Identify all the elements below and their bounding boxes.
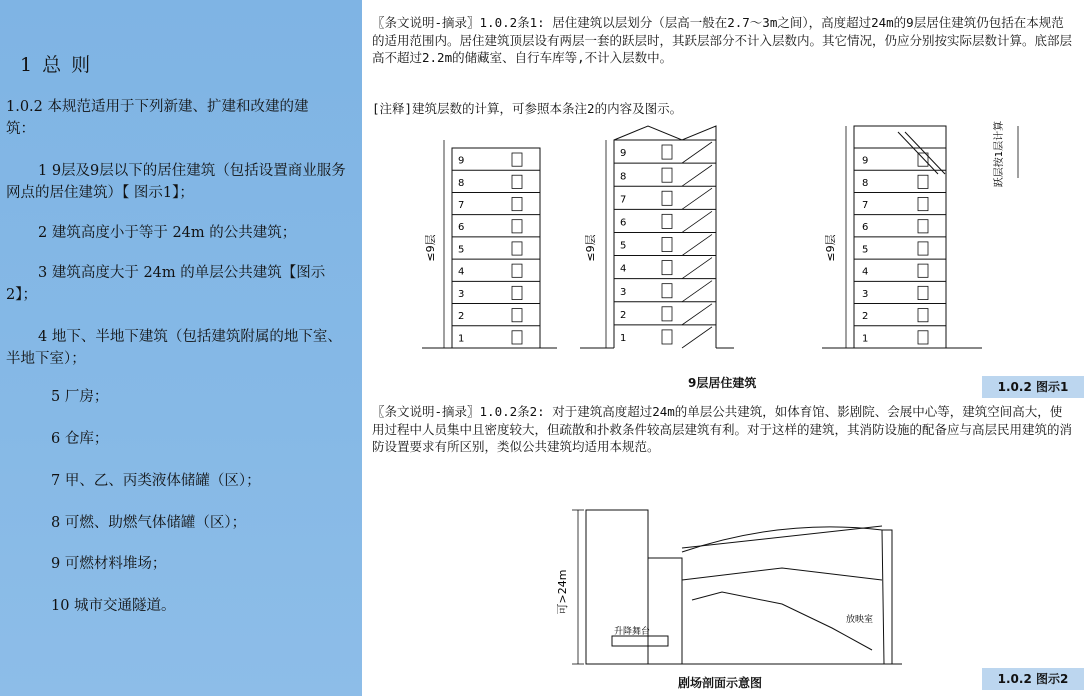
window bbox=[918, 197, 928, 210]
stair-line bbox=[682, 327, 712, 348]
floor-number: 2 bbox=[458, 311, 465, 323]
stair-line bbox=[682, 258, 712, 279]
window bbox=[662, 330, 672, 344]
note-text: [注释]建筑层数的计算，可参照本条注2的内容及图示。 bbox=[372, 101, 683, 116]
figure-1-caption: 9层居住建筑 bbox=[688, 376, 757, 390]
stair-line bbox=[682, 234, 712, 255]
figure-1-drawing bbox=[362, 118, 1092, 370]
figure-1-tag: 1.0.2 图示1 bbox=[982, 376, 1084, 398]
window bbox=[512, 309, 522, 322]
section-title: 1 总 则 bbox=[20, 54, 93, 76]
list-item: 5 厂房； bbox=[51, 389, 109, 405]
figure-2-tag: 1.0.2 图示2 bbox=[982, 668, 1084, 690]
theatre-roof bbox=[682, 527, 884, 664]
window bbox=[662, 237, 672, 251]
window bbox=[662, 261, 672, 275]
floor-number: 9 bbox=[620, 148, 627, 160]
list-item: 8 可燃、助燃气体储罐（区）； bbox=[51, 515, 247, 531]
list-item: 4 地下、半地下建筑（包括建筑附属的地下室、半地下室）； bbox=[6, 329, 342, 367]
window bbox=[662, 284, 672, 298]
right-panel bbox=[362, 0, 1092, 696]
fig1-dim-label: ≤9层 bbox=[424, 234, 437, 262]
fly-tower bbox=[586, 510, 651, 664]
window bbox=[662, 214, 672, 228]
window bbox=[918, 309, 928, 322]
window bbox=[512, 153, 522, 166]
list-item: 10 城市交通隧道。 bbox=[51, 598, 176, 614]
floor-number: 9 bbox=[862, 155, 869, 167]
stair-line bbox=[682, 281, 712, 302]
window bbox=[918, 175, 928, 188]
floor-number: 6 bbox=[862, 222, 869, 234]
intro-text: 1.0.2 本规范适用于下列新建、扩建和改建的建筑： bbox=[6, 99, 309, 137]
list-item: 3 建筑高度大于 24m 的单层公共建筑【图示2】； bbox=[6, 265, 326, 303]
list-item: 2 建筑高度小于等于 24m 的公共建筑； bbox=[38, 225, 297, 241]
floor-number: 5 bbox=[620, 240, 627, 252]
figure-2-drawing bbox=[362, 500, 1092, 672]
stair-line bbox=[682, 211, 712, 232]
stage-label: 升降舞台 bbox=[614, 627, 651, 637]
stair-line bbox=[682, 165, 712, 186]
window bbox=[918, 331, 928, 344]
floor-number: 2 bbox=[862, 311, 869, 323]
figure-2-caption: 剧场剖面示意图 bbox=[678, 676, 763, 690]
window bbox=[512, 242, 522, 255]
floor-number: 4 bbox=[620, 263, 627, 275]
projection-room-label: 放映室 bbox=[846, 615, 874, 625]
floor-number: 8 bbox=[862, 177, 869, 189]
window bbox=[918, 286, 928, 299]
floor-number: 2 bbox=[620, 309, 627, 321]
list-item: 7 甲、乙、丙类液体储罐（区）； bbox=[51, 473, 261, 489]
building-a bbox=[452, 148, 540, 348]
floor-number: 1 bbox=[458, 333, 465, 345]
window bbox=[512, 264, 522, 277]
floor-number: 8 bbox=[620, 171, 627, 183]
floor-number: 1 bbox=[620, 333, 627, 345]
floor-number: 7 bbox=[458, 200, 465, 211]
floor-number: 5 bbox=[862, 244, 869, 256]
stair-line bbox=[682, 142, 712, 163]
left-panel bbox=[0, 0, 362, 696]
window bbox=[918, 242, 928, 255]
list-item: 6 仓库； bbox=[51, 431, 109, 447]
floor-number: 4 bbox=[862, 266, 869, 278]
floor-number: 5 bbox=[458, 244, 465, 256]
explanation-2: 〖条文说明-摘录〗1.0.2条2: 对于建筑高度超过24m的单层公共建筑，如体育馆、影剧院、会展中心等，建筑空间高大，使用过程中人员集中且密度较大，但疏散和扑救条件较高层建筑有利。对于这样的建筑，其消防设施的配备应与高层民用建筑的消防设置要求有所区别，类似公共建筑均适用本规范。 bbox=[372, 404, 1073, 454]
fig1-dim-label: ≤9层 bbox=[824, 234, 837, 262]
floor-number: 6 bbox=[620, 217, 627, 229]
window bbox=[662, 168, 672, 182]
list-item: 1 9层及9层以下的居住建筑（包括设置商业服务网点的居住建筑）【 图示1】； bbox=[6, 163, 346, 201]
window bbox=[512, 175, 522, 188]
window bbox=[512, 286, 522, 299]
window bbox=[918, 264, 928, 277]
stair-line bbox=[682, 188, 712, 209]
floor-number: 7 bbox=[620, 194, 627, 206]
floor-number: 3 bbox=[862, 288, 869, 300]
floor-number: 8 bbox=[458, 177, 465, 189]
window bbox=[512, 220, 522, 233]
window bbox=[512, 197, 522, 210]
window bbox=[918, 220, 928, 233]
fig1-dim-label: ≤9层 bbox=[584, 234, 597, 262]
floor-number: 9 bbox=[458, 155, 465, 167]
floor-number: 3 bbox=[620, 286, 627, 298]
floor-number: 6 bbox=[458, 222, 465, 234]
floor-number: 3 bbox=[458, 288, 465, 300]
floor-number: 1 bbox=[862, 333, 869, 345]
window bbox=[662, 191, 672, 205]
list-item: 9 可燃材料堆场； bbox=[51, 556, 167, 572]
fig2-dim-label: 可>24m bbox=[556, 569, 569, 615]
fig1-duplex-label: 跃层按1层计算 bbox=[994, 120, 1005, 188]
explanation-1: 〖条文说明-摘录〗1.0.2条1: 居住建筑以层划分（层高一般在2.7～3m之间），高度超过24m的9层居住建筑仍包括在本规范的适用范围内。居住建筑顶层设有两层一套的跃层时，其跃层部分不计入层数内。其它情况，仍应分别按实际层数计算。底部层高不超过2.2m的储藏室、自行车库等,不计入层数中。 bbox=[372, 15, 1073, 65]
floor-number: 4 bbox=[458, 266, 465, 278]
floor-number: 7 bbox=[862, 200, 869, 211]
window bbox=[662, 145, 672, 159]
stair-line bbox=[682, 304, 712, 325]
window bbox=[512, 331, 522, 344]
window bbox=[662, 307, 672, 321]
